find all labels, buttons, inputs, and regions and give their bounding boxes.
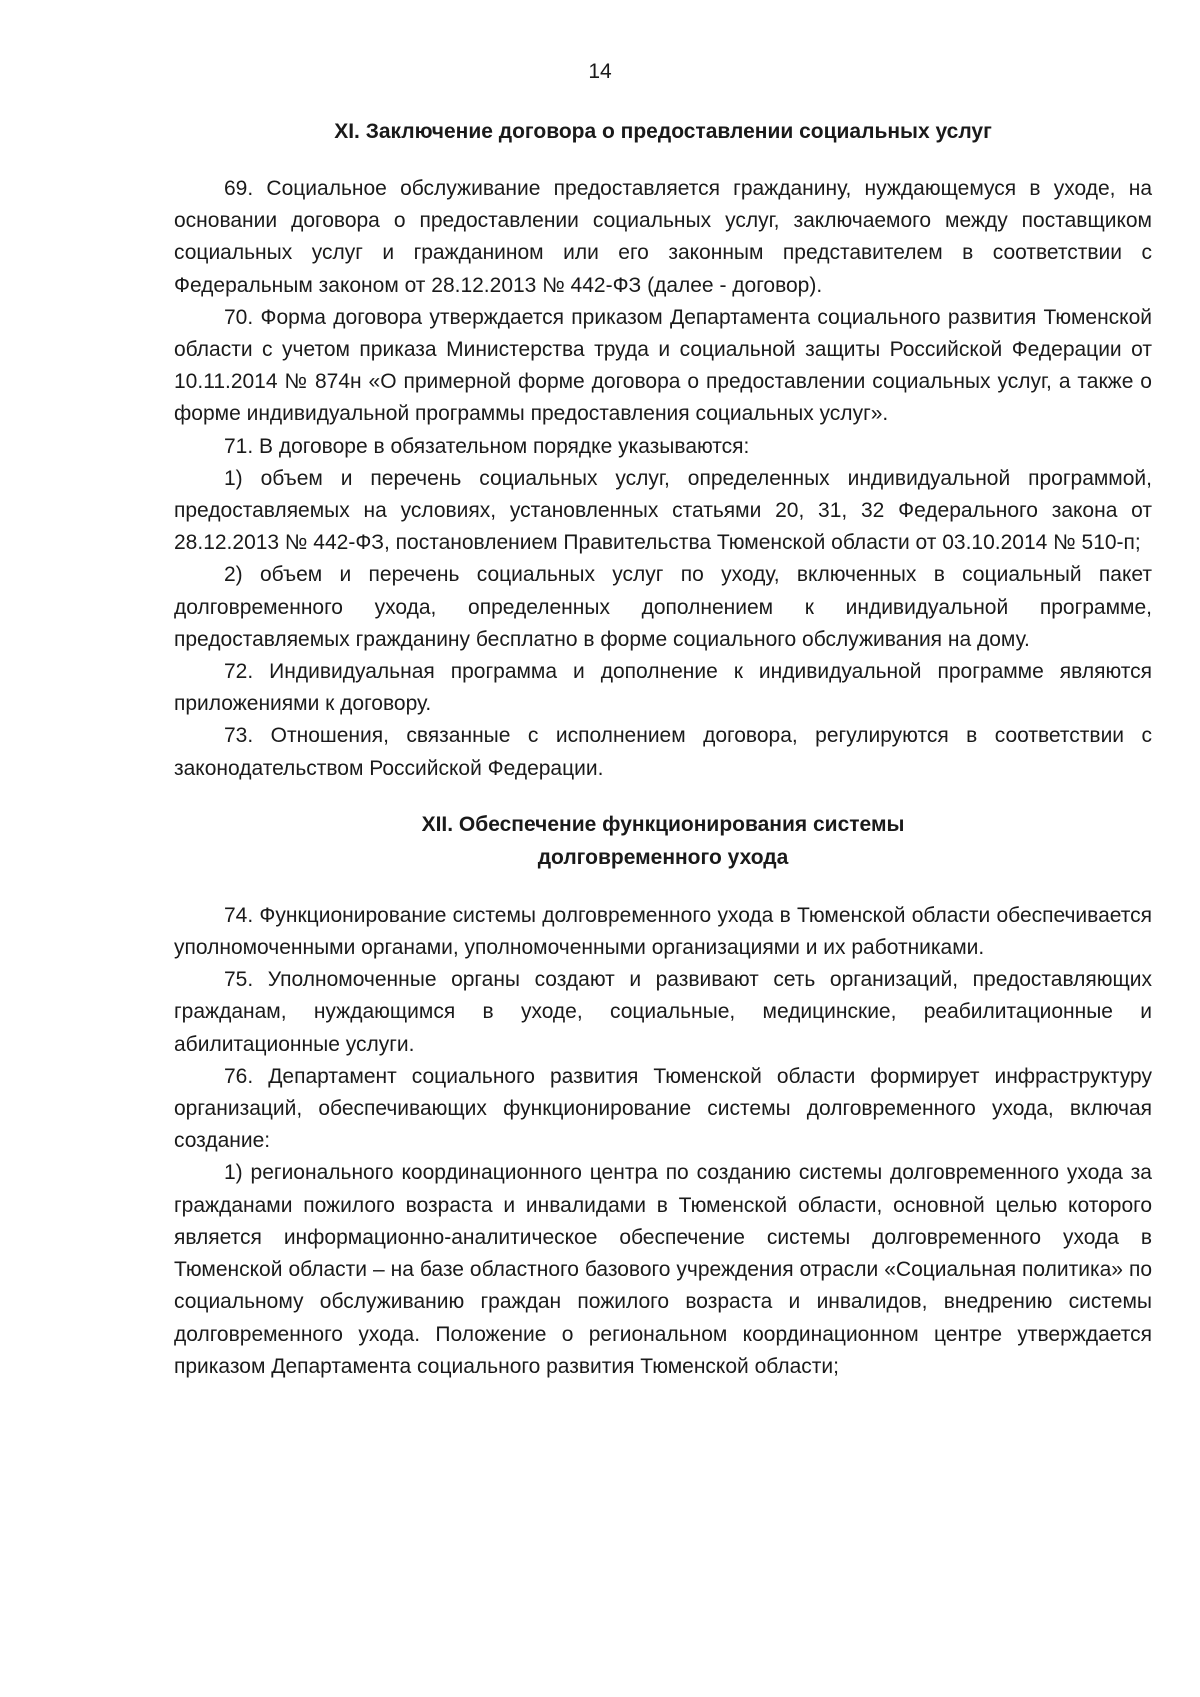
- paragraph-75: 75. Уполномоченные органы создают и развивают сеть организаций, предоставляющих гражданам, нуждающимся в уходе, социальные, медицинские, реабилитационные и абилитационные услуги.: [174, 968, 1152, 1056]
- paragraph-69: 69. Социальное обслуживание предоставляется гражданину, нуждающемуся в уходе, на основании договора о предоставлении социальных услуг, заключаемого между поставщиком социальных услуг и гражданином или его законным представителем в соответствии с Федеральным законом от 28.12.2013 № 442-ФЗ (далее - договор).: [174, 177, 1152, 297]
- page-number: 14: [588, 60, 612, 83]
- document-body: [174, 115, 1152, 1383]
- paragraph-70: 70. Форма договора утверждается приказом Департамента социального развития Тюменской области с учетом приказа Министерства труда и социальной защиты Российской Федерации от 10.11.2014 № 874н «О примерной форме договора о предоставлении социальных услуг, а также о форме индивидуальной программы предоставления социальных услуг».: [174, 305, 1152, 426]
- section-12-title: [174, 808, 1152, 874]
- section-11-title: XI. Заключение договора о предоставлении социальных услуг: [334, 120, 992, 143]
- paragraph-74: 74. Функционирование системы долговременного ухода в Тюменской области обеспечивается уполномоченными органами, уполномоченными организациями и их работниками.: [174, 903, 1152, 960]
- paragraph-71: 71. В договоре в обязательном порядке указываются:: [224, 434, 750, 458]
- section-12-title-line-2: долговременного ухода: [537, 845, 789, 869]
- paragraph-76: 76. Департамент социального развития Тюменской области формирует инфраструктуру организаций, обеспечивающих функционирование системы долговременного ухода, включая создание:: [174, 1064, 1152, 1153]
- paragraph-73: 73. Отношения, связанные с исполнением договора, регулируются в соответствии с законодательством Российской Федерации.: [174, 724, 1152, 780]
- paragraph-71-item-2: 2) объем и перечень социальных услуг по уходу, включенных в социальный пакет долговременного ухода, определенных дополнением к индивидуальной программе, предоставляемых гражданину бесплатно в форме социального обслуживания на дому.: [174, 563, 1152, 651]
- section-12-title-line-1: XII. Обеспечение функционирования системы: [421, 812, 905, 836]
- paragraph-72: 72. Индивидуальная программа и дополнение к индивидуальной программе являются приложениями к договору.: [174, 660, 1152, 716]
- paragraph-71-item-1: 1) объем и перечень социальных услуг, определенных индивидуальной программой, предоставляемых на условиях, установленных статьями 20, 31, 32 Федерального закона от 28.12.2013 № 442-ФЗ, постановлением Правительства Тюменской области от 03.10.2014 № 510-п;: [174, 466, 1152, 555]
- paragraph-76-item-1: 1) регионального координационного центра по созданию системы долговременного ухода за гражданами пожилого возраста и инвалидами в Тюменской области, основной целью которого является информационно-аналитическое обеспечение системы долговременного ухода в Тюменской области – на базе областного базового учреждения отрасли «Социальная политика» по социальному обслуживанию граждан пожилого возраста и инвалидов, внедрению системы долговременного ухода. Положение о региональном координационном центре утверждается приказом Департамента социального развития Тюменской области;: [174, 1161, 1152, 1378]
